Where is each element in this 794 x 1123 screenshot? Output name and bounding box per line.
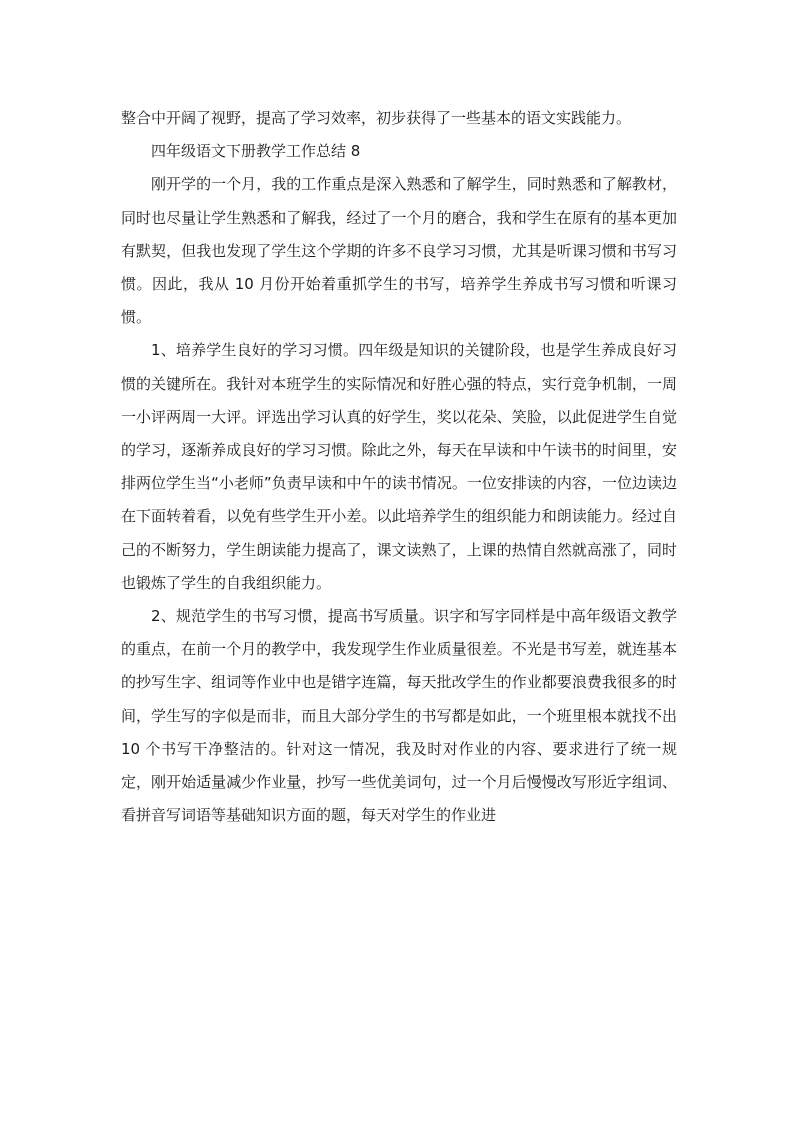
paragraph-intro: 刚开学的一个月，我的工作重点是深入熟悉和了解学生，同时熟悉和了解教材，同时也尽量让学生熟悉和了解我，经过了一个月的磨合，我和学生在原有的基本更加有默契，但我也发现了学生这个学期的许多不良学习习惯，尤其是听课习惯和书写习惯。因此，我从 10 月份开始着重抓学生的书写，培养学生养成书写习惯和听课习惯。 xyxy=(121,175,677,327)
document-body xyxy=(121,102,677,832)
paragraph-point-2: 2、规范学生的书写习惯，提高书写质量。识字和写字同样是中高年级语文教学的重点，在前一个月的教学中，我发现学生作业质量很差。不光是书写差，就连基本的抄写生字、组词等作业中也是错字连篇，每天批改学生的作业都要浪费我很多的时间，学生写的字似是而非，而且大部分学生的书写都是如此，一个班里根本就找不出 10 个书写干净整洁的。针对这一情况，我及时对作业的内容、要求进行了统一规定，刚开始适量减少作业量，抄写一些优美词句，过一个月后慢慢改写形近字组词、看拼音写词语等基础知识方面的题，每天对学生的作业进 xyxy=(121,607,677,825)
paragraph-continuation: 整合中开阔了视野，提高了学习效率，初步获得了一些基本的语文实践能力。 xyxy=(121,109,632,127)
section-heading: 四年级语文下册教学工作总结 8 xyxy=(151,142,361,161)
paragraph-point-1: 1、培养学生良好的学习习惯。四年级是知识的关键阶段，也是学生养成良好习惯的关键所在。我针对本班学生的实际情况和好胜心强的特点，实行竞争机制，一周一小评两周一大评。评选出学习认真的好学生，奖以花朵、笑脸，以此促进学生自觉的学习，逐渐养成良好的学习习惯。除此之外，每天在早读和中午读书的时间里，安排两位学生当“小老师”负责早读和中午的读书情况。一位安排读的内容，一位边读边在下面转着看，以免有些学生开小差。以此培养学生的组织能力和朗读能力。经过自己的不断努力，学生朗读能力提高了，课文读熟了，上课的热情自然就高涨了，同时也锻炼了学生的自我组织能力。 xyxy=(121,341,677,592)
